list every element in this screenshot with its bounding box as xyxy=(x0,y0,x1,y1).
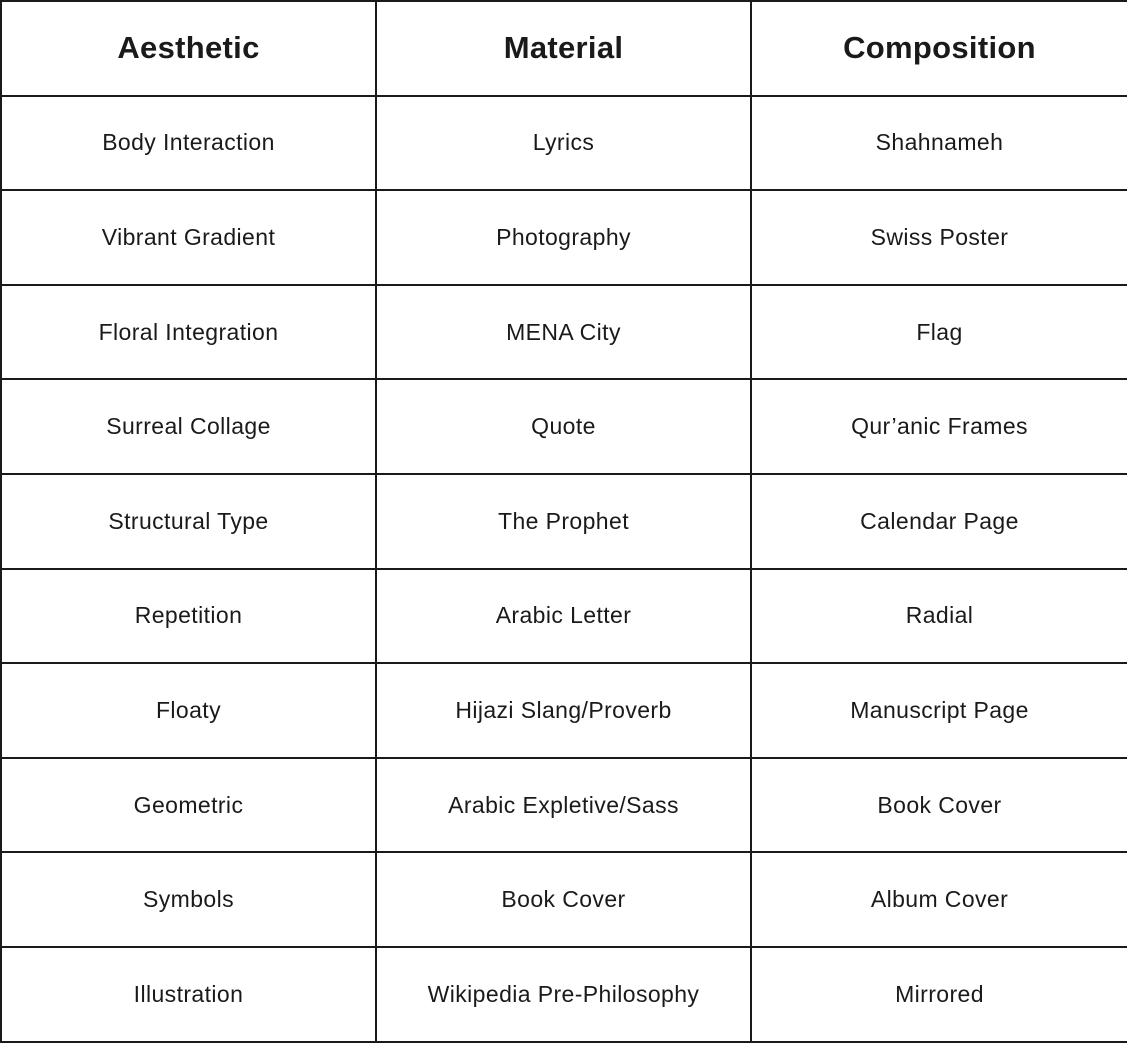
table-row xyxy=(1,569,1127,664)
cell-material: Lyrics xyxy=(376,96,751,191)
header-composition: Composition xyxy=(751,1,1127,96)
cell-material: Hijazi Slang/Proverb xyxy=(376,663,751,758)
cell-composition: Calendar Page xyxy=(751,474,1127,569)
header-aesthetic: Aesthetic xyxy=(1,1,376,96)
cell-material: Wikipedia Pre-Philosophy xyxy=(376,947,751,1042)
cell-material: Quote xyxy=(376,379,751,474)
table-header xyxy=(1,1,1127,96)
cell-composition: Radial xyxy=(751,569,1127,664)
cell-aesthetic: Surreal Collage xyxy=(1,379,376,474)
table-row xyxy=(1,663,1127,758)
cell-material: Photography xyxy=(376,190,751,285)
cell-composition: Shahnameh xyxy=(751,96,1127,191)
table-row xyxy=(1,285,1127,380)
cell-composition: Swiss Poster xyxy=(751,190,1127,285)
cell-composition: Qur’anic Frames xyxy=(751,379,1127,474)
cell-composition: Mirrored xyxy=(751,947,1127,1042)
table-row xyxy=(1,758,1127,853)
cell-aesthetic: Symbols xyxy=(1,852,376,947)
cell-composition: Manuscript Page xyxy=(751,663,1127,758)
cell-composition: Book Cover xyxy=(751,758,1127,853)
cell-aesthetic: Geometric xyxy=(1,758,376,853)
table-row xyxy=(1,474,1127,569)
cell-aesthetic: Body Interaction xyxy=(1,96,376,191)
table-row xyxy=(1,190,1127,285)
header-row xyxy=(1,1,1127,96)
cell-composition: Album Cover xyxy=(751,852,1127,947)
header-material: Material xyxy=(376,1,751,96)
table-row xyxy=(1,947,1127,1042)
cell-material: The Prophet xyxy=(376,474,751,569)
cell-aesthetic: Floaty xyxy=(1,663,376,758)
cell-material: Arabic Letter xyxy=(376,569,751,664)
cell-material: MENA City xyxy=(376,285,751,380)
cell-aesthetic: Floral Integration xyxy=(1,285,376,380)
cell-aesthetic: Vibrant Gradient xyxy=(1,190,376,285)
table-body xyxy=(1,96,1127,1042)
table-row xyxy=(1,852,1127,947)
table-row xyxy=(1,379,1127,474)
cell-material: Book Cover xyxy=(376,852,751,947)
table-row xyxy=(1,96,1127,191)
cell-aesthetic: Illustration xyxy=(1,947,376,1042)
cell-composition: Flag xyxy=(751,285,1127,380)
cell-material: Arabic Expletive/Sass xyxy=(376,758,751,853)
cell-aesthetic: Structural Type xyxy=(1,474,376,569)
cell-aesthetic: Repetition xyxy=(1,569,376,664)
